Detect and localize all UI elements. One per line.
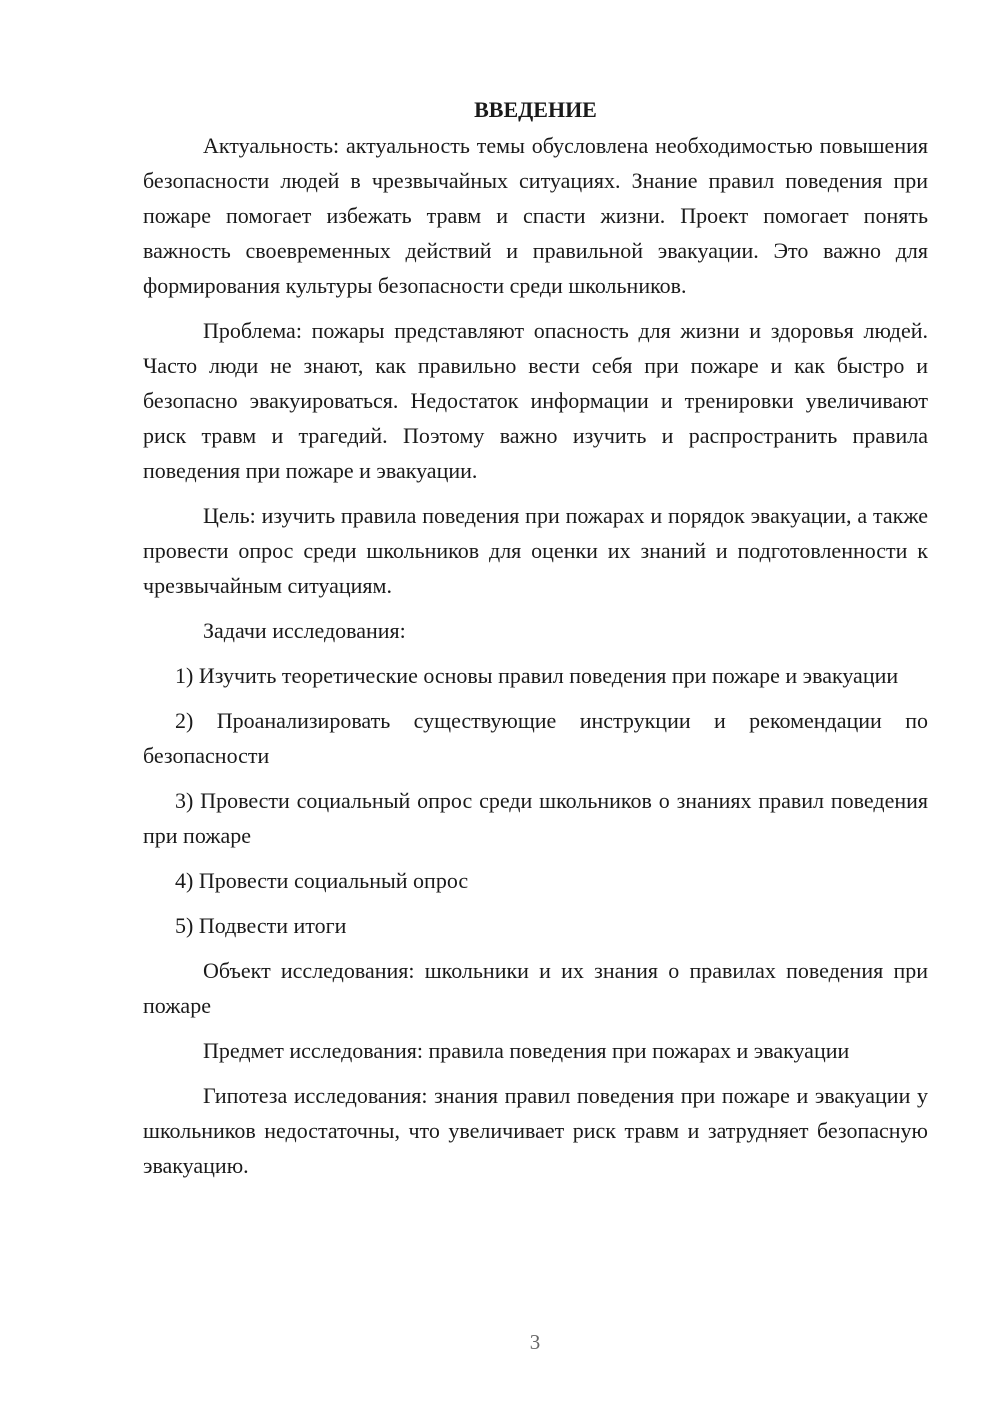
document-page xyxy=(143,92,928,1193)
goal-paragraph: Цель: изучить правила поведения при пожарах и порядок эвакуации, а также провести опрос среди школьников для оценки их знаний и подготовленности к чрезвычайным ситуациям. xyxy=(143,503,928,598)
page-number: 3 xyxy=(529,1330,541,1354)
section-heading: ВВЕДЕНИЕ xyxy=(474,97,597,122)
task-item: 3) Провести социальный опрос среди школьников о знаниях правил поведения при пожаре xyxy=(143,788,928,848)
object-paragraph: Объект исследования: школьники и их знания о правилах поведения при пожаре xyxy=(143,958,928,1018)
task-item: 4) Провести социальный опрос xyxy=(175,868,469,893)
problem-paragraph: Проблема: пожары представляют опасность для жизни и здоровья людей. Часто люди не знают, как правильно вести себя при пожаре и как быстро и безопасно эвакуироваться. Недостаток информации и тренировки увеличивают риск травм и трагедий. Поэтому важно изучить и распространить правила поведения при пожаре и эвакуации. xyxy=(143,318,928,483)
subject-paragraph: Предмет исследования: правила поведения при пожарах и эвакуации xyxy=(203,1038,850,1063)
relevance-paragraph: Актуальность: актуальность темы обусловлена необходимостью повышения безопасности людей в чрезвычайных ситуациях. Знание правил поведения при пожаре помогает избежать травм и спасти жизни. Проект помогает понять важность своевременных действий и правильной эвакуации. Это важно для формирования культуры безопасности среди школьников. xyxy=(143,133,928,298)
hypothesis-paragraph: Гипотеза исследования: знания правил поведения при пожаре и эвакуации у школьников недостаточны, что увеличивает риск травм и затрудняет безопасную эвакуацию. xyxy=(143,1083,928,1178)
task-item: 5) Подвести итоги xyxy=(175,913,347,938)
task-item: 1) Изучить теоретические основы правил поведения при пожаре и эвакуации xyxy=(175,663,899,688)
tasks-list xyxy=(143,658,928,943)
tasks-title: Задачи исследования: xyxy=(203,618,406,643)
task-item: 2) Проанализировать существующие инструкции и рекомендации по безопасности xyxy=(143,708,928,768)
